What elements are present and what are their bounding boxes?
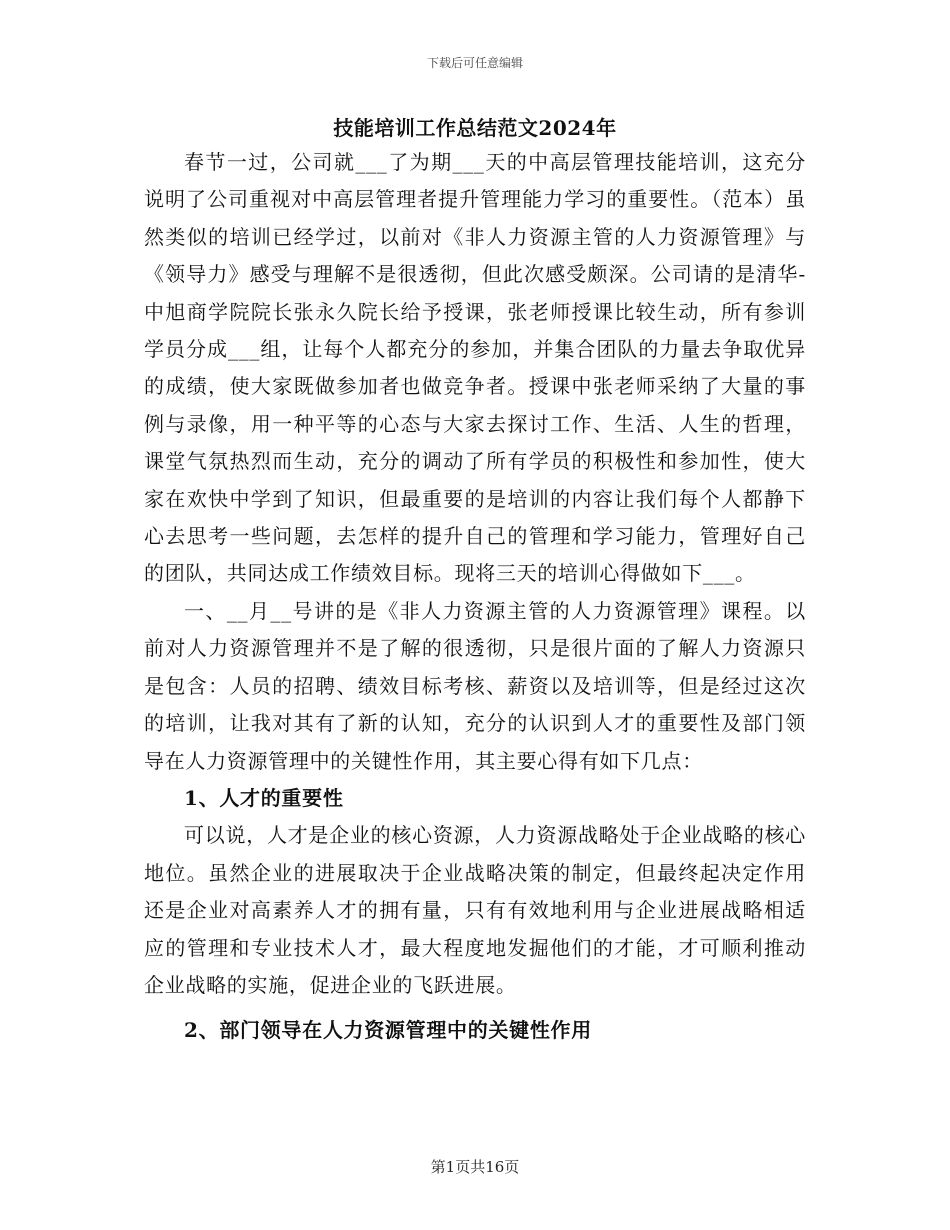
document-body [144, 112, 806, 1050]
course-paragraph: 一、__月__号讲的是《非人力资源主管的人力资源管理》课程。以前对人力资源管理并不是了解的很透彻，只是很片面的了解人力资源只是包含：人员的招聘、绩效目标考核、薪资以及培训等，但是经过这次的培训，让我对其有了新的认知，充分的认识到人才的重要性及部门领导在人力资源管理中的关键性作用，其主要心得有如下几点： [144, 598, 806, 773]
page-number: 第1页共16页 [430, 1158, 520, 1176]
section-text-talent: 可以说，人才是企业的核心资源，人力资源战略处于企业战略的核心地位。虽然企业的进展取决于企业战略决策的制定，但最终起决定作用还是企业对高素养人才的拥有量，只有有效地利用与企业进展战略相适应的管理和专业技术人才，最大程度地发掘他们的才能，才可顺利推动企业战略的实施，促进企业的飞跃进展。 [144, 823, 806, 997]
section-heading-leader-role: 2、部门领导在人力资源管理中的关键性作用 [184, 1018, 592, 1043]
document-title: 技能培训工作总结范文2024年 [333, 116, 617, 140]
intro-paragraph: 春节一过，公司就___了为期___天的中高层管理技能培训，这充分说明了公司重视对中高层管理者提升管理能力学习的重要性。（范本）虽然类似的培训已经学过，以前对《非人力资源主管的人力资源管理》与《领导力》感受与理解不是很透彻，但此次感受颇深。公司请的是清华-中旭商学院院长张永久院长给予授课，张老师授课比较生动，所有参训学员分成___组，让每个人都充分的参加，并集合团队的力量去争取优异的成绩，使大家既做参加者也做竞争者。授课中张老师采纳了大量的事例与录像，用一种平等的心态与大家去探讨工作、生活、人生的哲理，课堂气氛热烈而生动，充分的调动了所有学员的积极性和参加性，使大家在欢快中学到了知识，但最重要的是培训的内容让我们每个人都静下心去思考一些问题，去怎样的提升自己的管理和学习能力，管理好自己的团队，共同达成工作绩效目标。现将三天的培训心得做如下___。 [144, 150, 806, 586]
download-note: 下载后可任意编辑 [426, 56, 523, 70]
section-heading-talent: 1、人才的重要性 [184, 785, 344, 810]
